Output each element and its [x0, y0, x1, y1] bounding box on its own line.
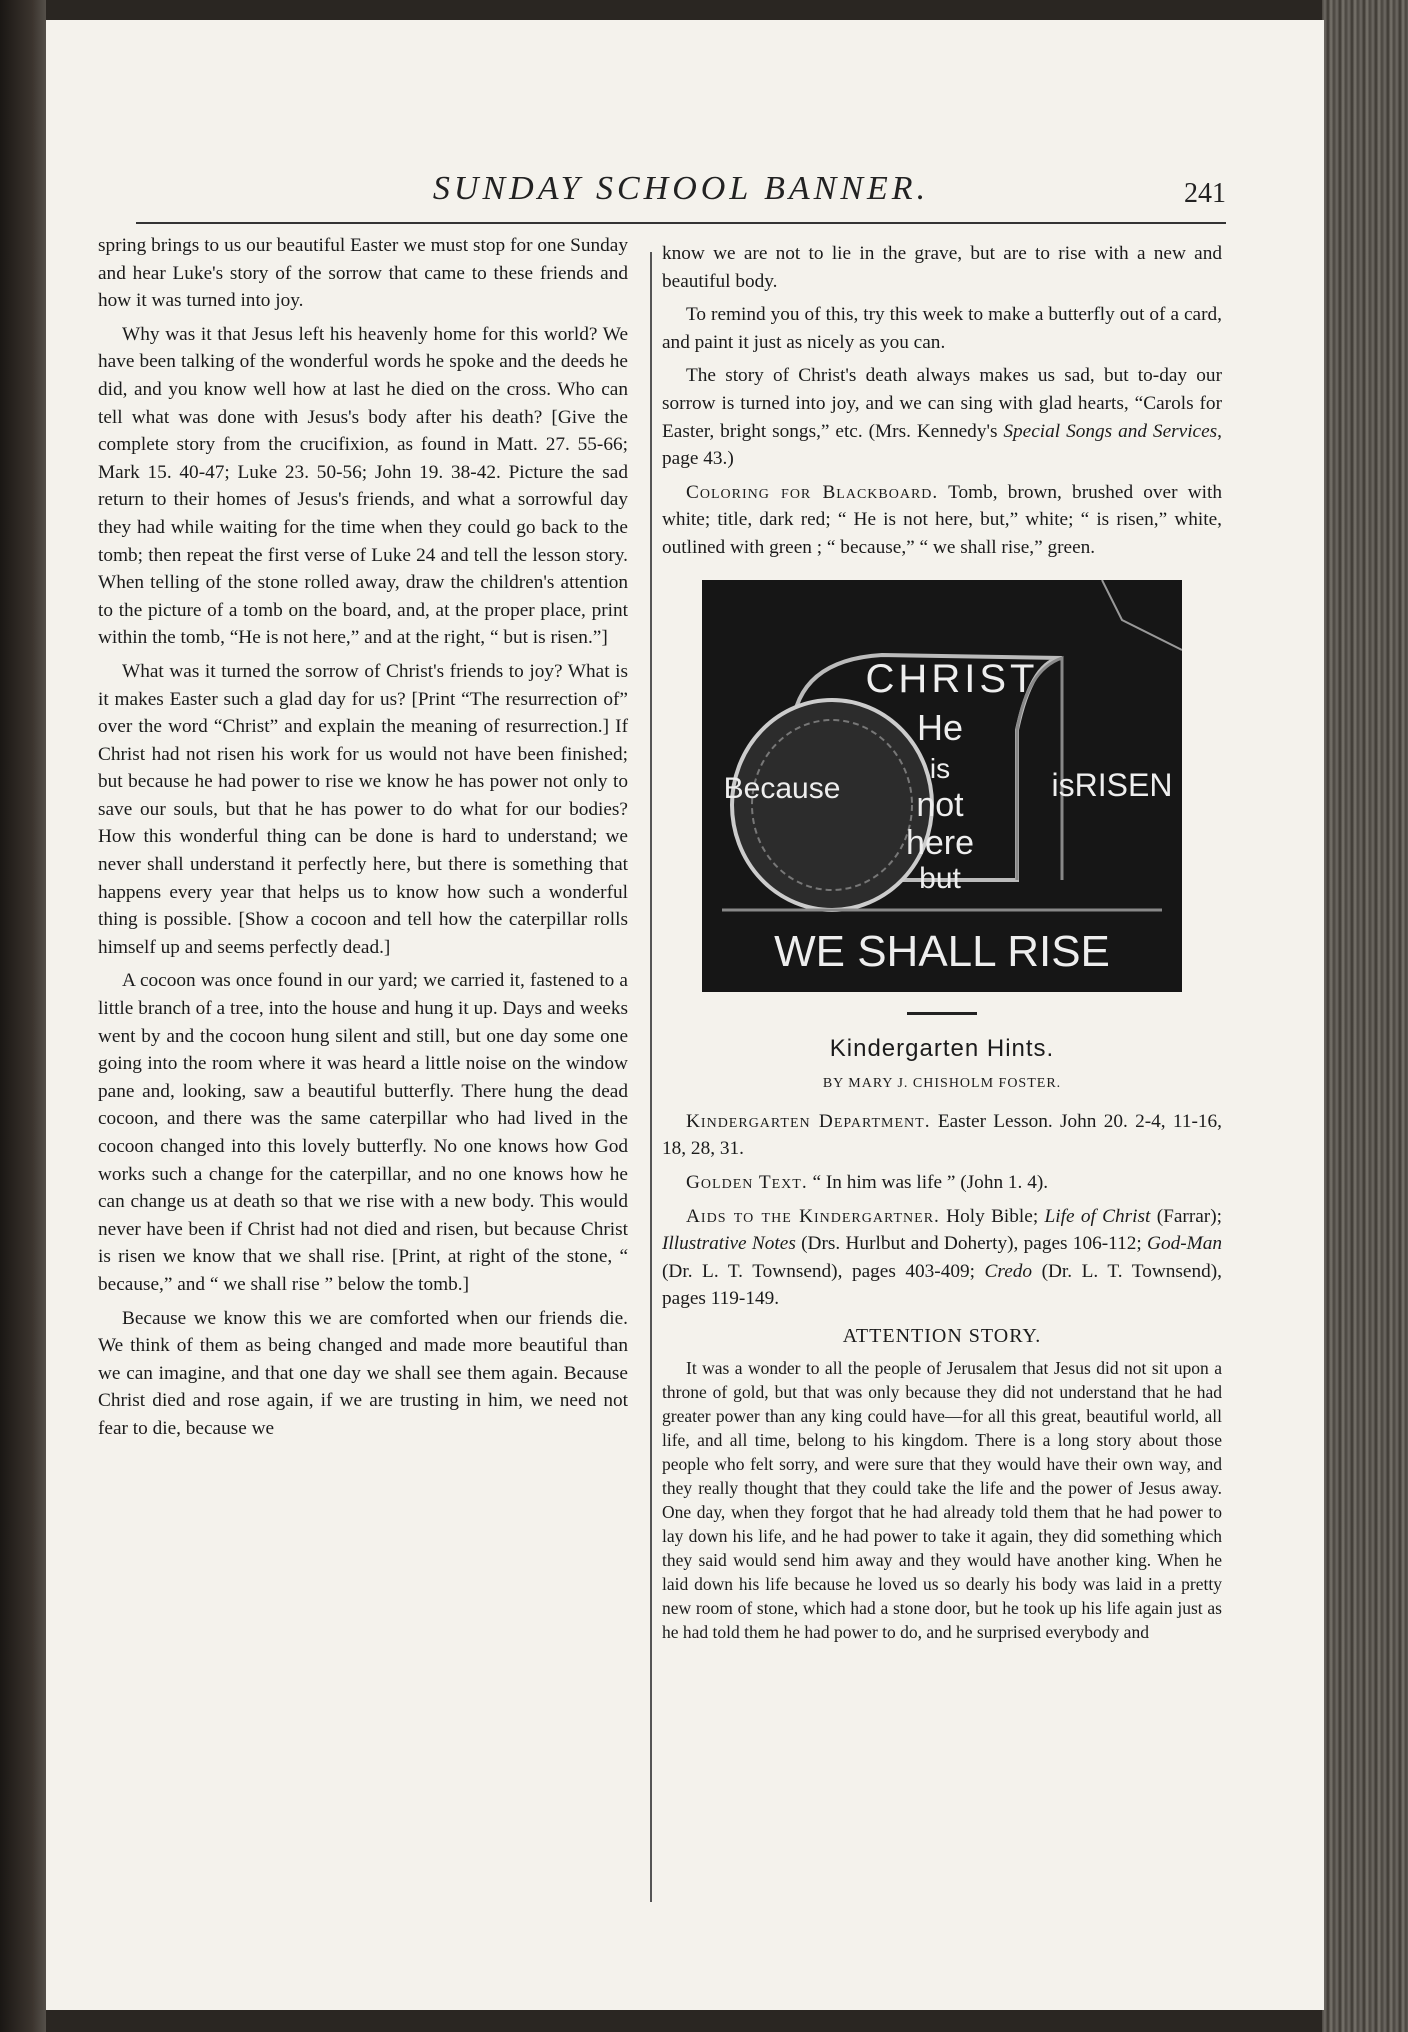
board-he: He — [916, 706, 964, 748]
text-run: The story of Christ's death always makes us sad, but to-day our sorrow is turned into joy, and we can sing with glad hearts, “Carols for Easter, bright songs,” etc. (Mrs. Kennedy's — [662, 365, 1222, 442]
board-not: not — [916, 785, 964, 824]
board-we-shall-rise: WE SHALL RISE — [774, 926, 1110, 976]
paragraph — [662, 479, 1222, 562]
run-in-heading: Aids to the Kindergartner. — [686, 1205, 940, 1227]
text-run: (Drs. Hurlbut and Doherty), pages 106-112; — [795, 1233, 1148, 1255]
paragraph — [662, 362, 1222, 472]
board-is: is — [929, 752, 951, 784]
tomb-stone — [732, 700, 932, 910]
section-title: Kindergarten Hints. — [829, 1034, 1055, 1062]
text-run-italic: Illustrative Notes — [662, 1233, 796, 1255]
running-header — [136, 162, 1226, 224]
byline: BY MARY J. CHISHOLM FOSTER. — [822, 1076, 1062, 1092]
text-run-italic: Special Songs and Services — [1003, 420, 1218, 442]
board-is-risen: isRISEN — [1051, 766, 1173, 803]
text-run: (Dr. L. T. Townsend), pages 119-149. — [662, 1260, 1222, 1310]
text-run-italic: Credo — [984, 1260, 1033, 1282]
run-in-heading: Coloring for Blackboard. — [686, 481, 939, 503]
header-title: SUNDAY SCHOOL BANNER. — [432, 170, 930, 207]
page-number: 241 — [1184, 178, 1226, 209]
run-in-heading: Golden Text. — [686, 1171, 808, 1193]
board-here: here — [905, 823, 975, 862]
text-run: Holy Bible; — [939, 1205, 1045, 1227]
paragraph: know we are not to lie in the grave, but are to rise with a new and beautiful body. — [662, 243, 1222, 292]
blackboard-illustration — [702, 580, 1182, 992]
text-run: Tomb, brown, brushed over with white; title, dark red; “ He is not here, but,” white; “ is risen,” white, outlined with green ; “ because,” “ we shall rise,” green. — [662, 481, 1222, 558]
text-run-italic: God-Man — [1147, 1233, 1222, 1255]
left-column — [98, 232, 628, 1449]
story-heading: ATTENTION STORY. — [842, 1324, 1042, 1347]
board-because: Because — [723, 771, 841, 805]
text-run: (Farrar); — [1150, 1205, 1222, 1227]
paragraph: spring brings to us our beautiful Easter we must stop for one Sunday and hear Luke's story of the sorrow that came to these friends and how it was turned into joy. — [98, 235, 628, 312]
text-run: (Dr. L. T. Townsend), pages 403-409; — [662, 1260, 985, 1282]
paragraph: Because we know this we are comforted when our friends die. We think of them as being changed and made more beautiful than we can imagine, and that one day we shall see them again. Because Christ died and rose again, if we are trusting in him, we need not fear to die, because we — [98, 1307, 628, 1439]
text-run: “ In him was life ” (John 1. 4). — [807, 1171, 1049, 1193]
paragraph: Why was it that Jesus left his heavenly home for this world? We have been talking of the wonderful words he spoke and the deeds he did, and you know well how at last he died on the cross. Who can tell what was done with Jesus's body after his death? [Give the complete story from the crucifixion, as found in Matt. 27. 55-66; Mark 15. 40-47; Luke 23. 50-56; John 19. 38-42. Picture the sad return to their homes of Jesus's friends, and what a sorrowful day they had while waiting for the time when they could go back to the tomb; then repeat the first verse of Luke 24 and tell the lesson story. When telling of the stone rolled away, draw the children's attention to the picture of a tomb on the board, and, at the proper place, print within the tomb, “He is not here,” and at the right, “ but is risen.”] — [98, 323, 628, 649]
paragraph: A cocoon was once found in our yard; we carried it, fastened to a little branch of a tree, into the house and hung it up. Days and weeks went by and the cocoon hung silent and still, but one day some one going into the room where it was heard a little noise on the window pane and, looking, saw a beautiful butterfly. There hung the dead cocoon, and there was the same caterpillar who had lived in the cocoon changed into this lovely butterfly. No one knows how God works such a change for the caterpillar, and no one knows how he can change us at death so that we rise with a new body. This would never have been if Christ had not died and risen, but because Christ is risen we know that we shall rise. [Print, at right of the stone, “ because,” and “ we shall rise ” below the tomb.] — [98, 970, 628, 1295]
paragraph — [662, 1203, 1222, 1313]
text-run: , page 43.) — [662, 420, 1222, 470]
run-in-heading: Kindergarten Department. — [686, 1110, 931, 1132]
paragraph — [662, 1169, 1222, 1197]
book-spine — [1322, 0, 1408, 2032]
board-christ: CHRIST — [865, 656, 1039, 701]
paragraph: To remind you of this, try this week to make a butterfly out of a card, and paint it just as nicely as you can. — [662, 304, 1222, 353]
text-run: Easter Lesson. John 20. 2-4, 11-16, 18, 28, 31. — [662, 1110, 1222, 1160]
page — [46, 20, 1324, 2010]
board-but: but — [919, 861, 961, 895]
book-binding-left — [0, 0, 46, 2032]
paragraph: It was a wonder to all the people of Jerusalem that Jesus did not sit upon a throne of gold, but that was only because they did not understand that he had greater power than any king could have—for all this great, beautiful world, all life, and all time, belong to his kingdom. There is a long story about those people who felt sorry, and were sure that they would have their own way, and they really thought that they could take the life and the power of Jesus away. One day, when they forgot that he had already told them that he had power to lay down his life, and he had power to take it again, they did something which they said would send him away and they would have another king. When he laid down his life because he loved us so dearly his body was laid in a pretty new room of stone, which had a stone door, but he took up his life again just as he had told them he had power to do, and he surprised everybody and — [662, 1358, 1222, 1643]
right-column — [662, 240, 1222, 1650]
paragraph — [662, 1108, 1222, 1163]
section-rule — [907, 1012, 977, 1015]
text-run-italic: Life of Christ — [1044, 1205, 1151, 1227]
column-divider — [650, 252, 652, 1902]
paragraph: What was it turned the sorrow of Christ's friends to joy? What is it makes Easter such a glad day for us? [Print “The resurrection of” over the word “Christ” and explain the meaning of resurrection.] If Christ had not risen his work for us would not have been finished; but because he had power to rise we know he has power not only to save our souls, but that he has power to do what for our bodies? How this wonderful thing can be done is hard to understand; we never shall understand it perfectly here, but there is something that happens every year that helps us to know how such a wonderful thing is possible. [Show a cocoon and tell how the caterpillar rolls himself up and seems perfectly dead.] — [98, 660, 628, 958]
